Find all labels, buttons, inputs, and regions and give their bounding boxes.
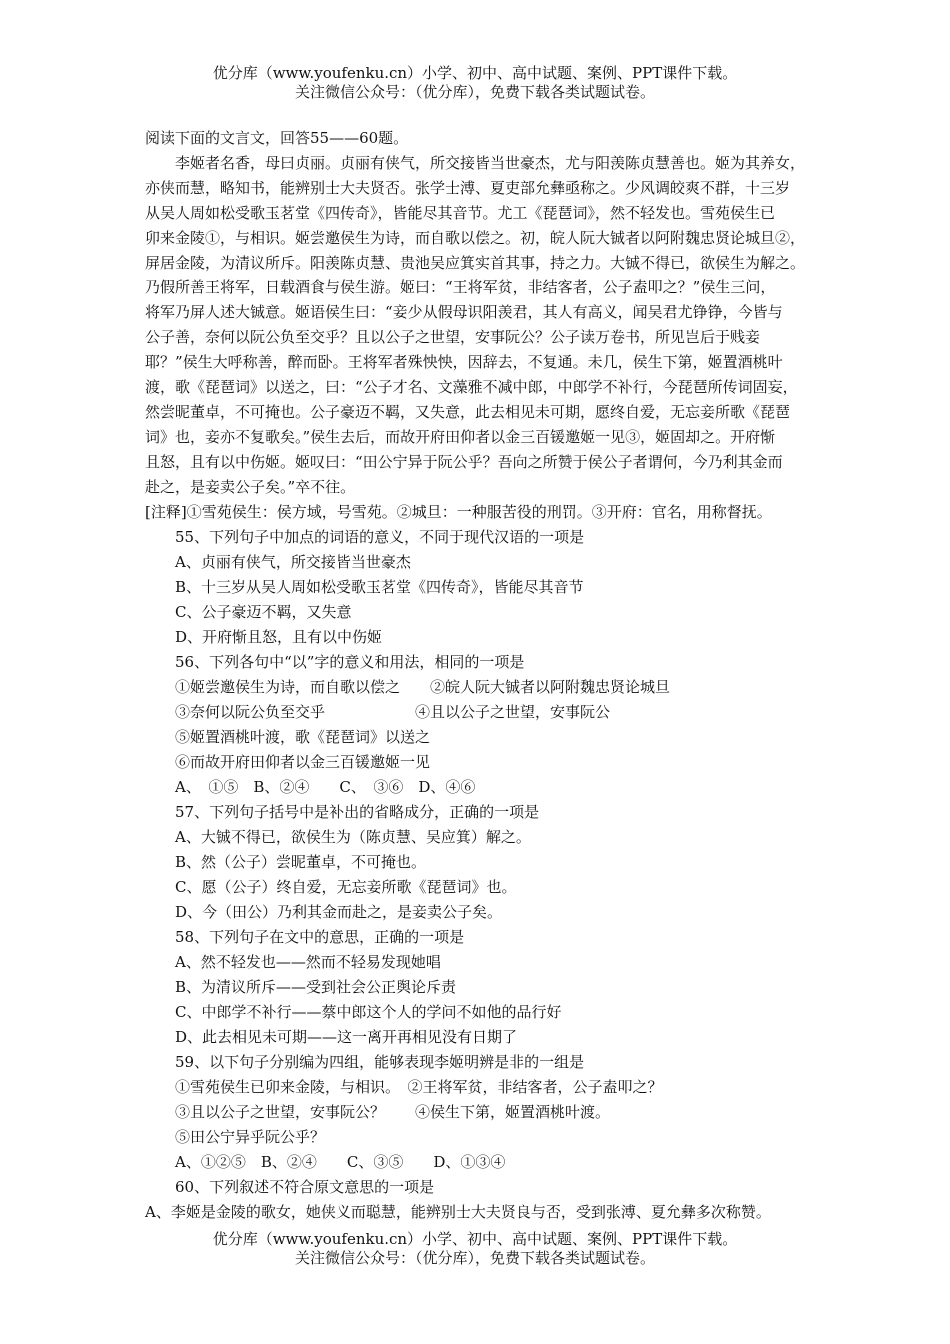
passage-line: 屏居金陵，为清议所斥。阳羡陈贞慧、贵池吴应箕实首其事，持之力。大铖不得已，欲侯生为解之。: [145, 253, 806, 272]
header-line-1: 优分库（www.youfenku.cn）小学、初中、高中试题、案例、PPT课件下载。: [212, 64, 738, 82]
question-57-stem: 57、下列句子括号中是补出的省略成分，正确的一项是: [175, 802, 540, 821]
question-59-stem: 59、以下句子分别编为四组，能够表现李姬明辨是非的一组是: [175, 1052, 585, 1071]
passage-line: 亦侠而慧，略知书，能辨别士大夫贤否。张学士溥、夏吏部允彝亟称之。少风调皎爽不群，十三岁: [145, 178, 791, 197]
question-58-stem: 58、下列句子在文中的意思，正确的一项是: [175, 927, 465, 946]
footer-line-2: 关注微信公众号：（优分库），免费下载各类试题试卷。: [294, 1249, 655, 1267]
page-header: [0, 64, 950, 102]
question-60-option-a: A、李姬是金陵的歌女，她侠义而聪慧，能辨别士大夫贤良与否，受到张溥、夏允彝多次称赞。: [145, 1202, 771, 1221]
passage-line: 耶？”侯生大呼称善，醉而卧。王将军者殊怏怏，因辞去，不复通。未几，侯生下第，姬置酒桃叶: [145, 353, 783, 372]
passage-line: 李姬者名香，母曰贞丽。贞丽有侠气，所交接皆当世豪杰，尤与阳羡陈贞慧善也。姬为其养女，: [175, 153, 806, 172]
question-57-option-b: B、然（公子）尝昵董卓，不可掩也。: [175, 852, 427, 871]
passage-line: 然尝昵董卓，不可掩也。公子豪迈不羁，又失意，此去相见未可期，愿终自爱，无忘妾所歌《琵琶: [145, 402, 791, 421]
question-55-stem: 55、下列句子中加点的词语的意义，不同于现代汉语的一项是: [175, 527, 585, 546]
intro-text: 阅读下面的文言文，回答55——60题。: [145, 129, 409, 147]
question-59-options: A、①②⑤ B、②④ C、③⑤ D、①③④: [175, 1152, 506, 1171]
question-57-option-d: D、今（田公）乃利其金而赴之，是妾卖公子矣。: [175, 902, 503, 921]
question-56-stem: 56、下列各句中“以”字的意义和用法，相同的一项是: [175, 652, 525, 671]
page-footer: [0, 1230, 950, 1268]
question-55-option-b: B、十三岁从吴人周如松受歌玉茗堂《四传奇》，皆能尽其音节: [175, 577, 584, 596]
question-56-item: ③奈何以阮公负至交乎 ④且以公子之世望，安事阮公: [175, 702, 611, 721]
question-58-option-b: B、为清议所斥——受到社会公正舆论斥责: [175, 977, 457, 996]
question-57-option-c: C、愿（公子）终自爱，无忘妾所歌《琵琶词》也。: [175, 877, 517, 896]
question-56-item: ⑥而故开府田仰者以金三百锾邀姬一见: [175, 752, 431, 771]
question-58-option-a: A、然不轻发也——然而不轻易发现她唱: [175, 952, 441, 971]
question-59-item: ①雪苑侯生已卯来金陵，与相识。 ②王将军贫，非结客者，公子盍叩之？: [175, 1077, 663, 1096]
question-59-item: ⑤田公宁异乎阮公乎？: [175, 1127, 326, 1146]
passage-line: 公子善，奈何以阮公负至交乎？且以公子之世望，安事阮公？公子读万卷书，所见岂后于贱妾: [145, 328, 761, 347]
question-58-option-c: C、中郎学不补行——蔡中郎这个人的学问不如他的品行好: [175, 1002, 562, 1021]
passage-line: 将军乃屏人述大铖意。姬语侯生曰：“妾少从假母识阳羡君，其人有高义，闻吴君尤铮铮，今皆与: [145, 303, 783, 322]
passage-line: 乃假所善王将军，日载酒食与侯生游。姬曰：“王将军贫，非结客者，公子盍叩之？”侯生三问，: [145, 278, 776, 297]
question-55-option-c: C、公子豪迈不羁，又失意: [175, 602, 352, 621]
passage: [145, 151, 813, 500]
passage-line: 渡，歌《琵琶词》以送之，曰：“公子才名、文藻雅不减中郎，中郎学不补行，今琵琶所传词固妄，: [145, 378, 798, 397]
question-56-item: ⑤姬置酒桃叶渡，歌《琵琶词》以送之: [175, 727, 431, 746]
passage-line: 卯来金陵①，与相识。姬尝邀侯生为诗，而自歌以偿之。初，皖人阮大铖者以阿附魏忠贤论城旦②，: [145, 228, 806, 247]
question-59-item: ③且以公子之世望，安事阮公？ ④侯生下第，姬置酒桃叶渡。: [175, 1102, 611, 1121]
header-line-2: 关注微信公众号：（优分库），免费下载各类试题试卷。: [294, 83, 655, 101]
footer-line-1: 优分库（www.youfenku.cn）小学、初中、高中试题、案例、PPT课件下载。: [212, 1230, 738, 1248]
question-60-stem: 60、下列叙述不符合原文意思的一项是: [175, 1177, 435, 1196]
question-55-option-a: A、贞丽有侠气，所交接皆当世豪杰: [175, 552, 411, 571]
question-55-option-d: D、开府惭且怒，且有以中伤姬: [175, 627, 383, 646]
passage-line: 词》也，妾亦不复歌矣。”侯生去后，而故开府田仰者以金三百锾邀姬一见③，姬固却之。开府惭: [145, 427, 776, 446]
passage-line: 从吴人周如松受歌玉茗堂《四传奇》，皆能尽其音节。尤工《琵琶词》，然不轻发也。雪苑侯生已: [145, 203, 776, 222]
questions: [145, 525, 813, 1225]
question-56-item: ①姬尝邀侯生为诗，而自歌以偿之 ②皖人阮大铖者以阿附魏忠贤论城旦: [175, 677, 671, 696]
question-56-options: A、 ①⑤ B、②④ C、 ③⑥ D、④⑥: [175, 777, 476, 796]
question-58-option-d: D、此去相见未可期——这一离开再相见没有日期了: [175, 1027, 518, 1046]
document-body: [145, 126, 813, 1225]
question-57-option-a: A、大铖不得已，欲侯生为（陈贞慧、吴应箕）解之。: [175, 827, 531, 846]
passage-line: 赴之，是妾卖公子矣。”卒不往。: [145, 477, 356, 496]
annotation-notes: [注释]①雪苑侯生：侯方域，号雪苑。②城旦：一种服苦役的刑罚。③开府：官名，用称督抚。: [145, 502, 772, 521]
passage-line: 且怒，且有以中伤姬。姬叹曰：“田公宁异于阮公乎？吾向之所赞于侯公子者谓何，今乃利其金而: [145, 452, 783, 471]
